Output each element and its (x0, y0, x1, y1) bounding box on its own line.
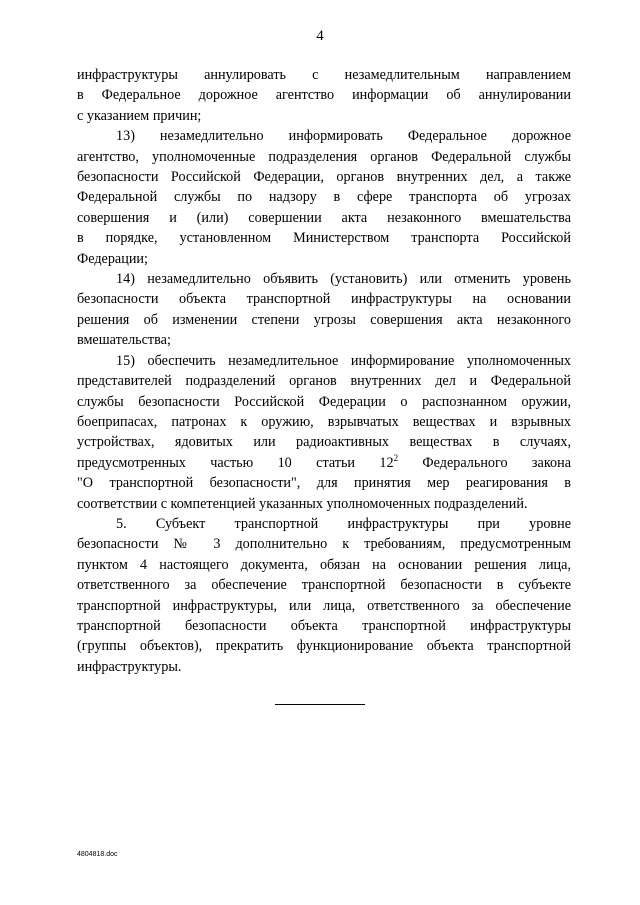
paragraph-continuation (77, 65, 571, 126)
text-line: 15) обеспечить незамедлительное информирование уполномоченных (116, 352, 571, 369)
text-line: Федеральной службы по надзору в сфере транспорта об угрозах (77, 189, 571, 206)
text-line: боеприпасах, патронах к оружию, взрывчатых веществах и взрывных (77, 413, 571, 430)
text-line: 5. Субъект транспортной инфраструктуры при уровне (116, 515, 571, 532)
text-line: 13) незамедлительно информировать Федеральное дорожное (116, 128, 571, 145)
text-line: безопасности Российской Федерации, органов внутренних дел, а также (77, 169, 571, 186)
text-fragment: Федерального закона (398, 454, 571, 471)
text-line: ответственного за обеспечение транспортной безопасности в субъекте (77, 577, 571, 594)
text-line: в Федеральное дорожное агентство информации об аннулировании (77, 87, 571, 104)
text-line: вмешательства; (77, 332, 171, 349)
paragraph-item-13 (77, 126, 571, 269)
text-line: инфраструктуры. (77, 658, 182, 675)
text-line: пунктом 4 настоящего документа, обязан на основании решения лица, (77, 556, 571, 573)
text-fragment: предусмотренных частью 10 статьи 12 (77, 454, 394, 471)
text-line: "О транспортной безопасности", для принятия мер реагирования в (77, 475, 571, 492)
text-line: соответствии с компетенцией указанных уполномоченных подразделений. (77, 495, 528, 512)
text-line: совершения и (или) совершении акта незаконного вмешательства (77, 209, 571, 226)
text-line: транспортной безопасности объекта транспортной инфраструктуры (77, 617, 571, 634)
page-number: 4 (316, 28, 324, 44)
text-line: агентство, уполномоченные подразделения органов Федеральной службы (77, 148, 571, 165)
text-line: с указанием причин; (77, 107, 202, 124)
text-line: устройствах, ядовитых или радиоактивных веществах в случаях, (77, 434, 571, 451)
paragraph-item-14 (77, 269, 571, 351)
superscript: 2 (393, 452, 399, 463)
text-line: безопасности объекта транспортной инфраструктуры на основании (77, 291, 571, 308)
end-separator-line (275, 704, 365, 705)
text-line: представителей подразделений органов внутренних дел и Федеральной (77, 373, 571, 390)
text-line-with-superscript (77, 453, 571, 473)
text-line: в порядке, установленном Министерством транспорта Российской (77, 230, 571, 247)
document-body (77, 65, 571, 677)
text-line: (группы объектов), прекратить функционирование объекта транспортной (77, 638, 571, 655)
text-line: решения об изменении степени угрозы совершения акта незаконного (77, 311, 571, 328)
text-line: инфраструктуры аннулировать с незамедлительным направлением (77, 67, 571, 83)
footer-filename: 4804818.doc (77, 851, 118, 858)
text-line: транспортной инфраструктуры, или лица, ответственного за обеспечение (77, 597, 571, 614)
paragraph-item-15 (77, 351, 571, 514)
text-line: 14) незамедлительно объявить (установить) или отменить уровень (116, 271, 571, 288)
paragraph-section-5 (77, 514, 571, 677)
text-line: Федерации; (77, 250, 148, 267)
text-line: службы безопасности Российской Федерации о распознанном оружии, (77, 393, 571, 410)
text-line: безопасности № 3 дополнительно к требованиям, предусмотренным (77, 536, 571, 553)
